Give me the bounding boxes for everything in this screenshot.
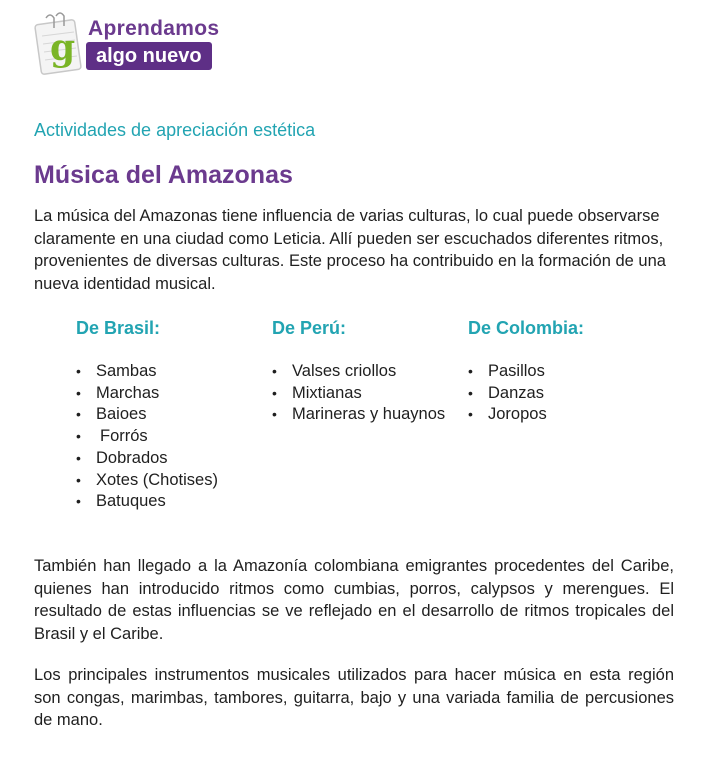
list-item: • Valses criollos <box>272 361 445 383</box>
list-item: • Marineras y huaynos <box>272 404 445 426</box>
list-item: • Pasillos <box>468 361 584 383</box>
instruments-paragraph: Los principales instrumentos musicales utilizados para hacer música en esta región son congas, marimbas, tambores, guitarra, bajo y una variada familia de percusiones de mano. <box>34 666 674 729</box>
column-heading: De Brasil: <box>76 318 161 338</box>
list-item: • Baioes <box>76 404 218 426</box>
column-brasil <box>76 318 218 513</box>
section-label: Actividades de apreciación estética <box>34 120 316 140</box>
column-heading: De Colombia: <box>468 318 585 338</box>
column-colombia <box>468 318 584 426</box>
badge-line1: Aprendamos <box>88 17 220 40</box>
rhythm-list <box>272 361 445 426</box>
badge-line2: algo nuevo <box>86 42 212 70</box>
rhythm-list <box>468 361 584 426</box>
list-item: • Mixtianas <box>272 383 445 405</box>
g-notepad-icon <box>30 10 86 80</box>
list-item: • Marchas <box>76 383 218 405</box>
list-item: • Forrós <box>76 426 218 448</box>
list-item: • Danzas <box>468 383 584 405</box>
column-heading: De Perú: <box>272 318 347 338</box>
list-item: • Dobrados <box>76 448 218 470</box>
page-title: Música del Amazonas <box>34 161 293 189</box>
list-item: • Joropos <box>468 404 584 426</box>
list-item: • Sambas <box>76 361 218 383</box>
intro-paragraph: La música del Amazonas tiene influencia de varias culturas, lo cual puede observarse claramente en una ciudad como Leticia. Allí pueden ser escuchados diferentes ritmos, provenientes de diversas culturas. Este proceso ha contribuido en la formación de una nueva identidad musical. <box>34 207 666 293</box>
column-peru <box>272 318 445 426</box>
list-item: • Xotes (Chotises) <box>76 470 218 492</box>
svg-text:g: g <box>50 27 76 69</box>
rhythm-list <box>76 361 218 513</box>
caribbean-paragraph: También han llegado a la Amazonía colombiana emigrantes procedentes del Caribe, quienes han introducido ritmos como cumbias, porros, calypsos y merengues. El resultado de estas influencias se ve reflejado en el desarrollo de ritmos tropicales del Brasil y el Caribe. <box>34 557 674 643</box>
aprendamos-badge <box>30 10 220 80</box>
list-item: • Batuques <box>76 491 218 513</box>
